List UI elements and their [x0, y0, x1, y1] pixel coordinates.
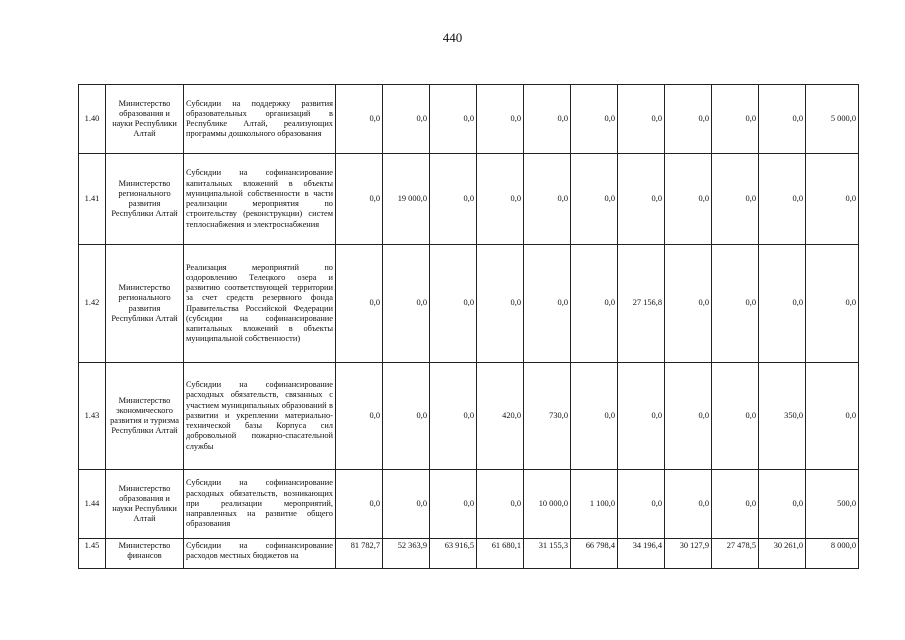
value-cell: 0,0 — [712, 470, 759, 539]
value-cell: 0,0 — [571, 85, 618, 154]
value-cell: 0,0 — [524, 154, 571, 245]
table-body — [79, 85, 859, 569]
value-cell: 0,0 — [430, 154, 477, 245]
value-cell: 0,0 — [759, 470, 806, 539]
organization-cell: Министерство финансов — [106, 539, 184, 569]
value-cell: 0,0 — [759, 245, 806, 363]
table-row — [79, 470, 859, 539]
row-number: 1.45 — [79, 539, 106, 569]
value-cell: 730,0 — [524, 363, 571, 470]
value-cell: 52 363,9 — [383, 539, 430, 569]
row-number: 1.43 — [79, 363, 106, 470]
value-cell: 0,0 — [618, 363, 665, 470]
value-cell: 30 261,0 — [759, 539, 806, 569]
value-cell: 81 782,7 — [336, 539, 383, 569]
value-cell: 1 100,0 — [571, 470, 618, 539]
value-cell: 0,0 — [477, 470, 524, 539]
value-cell: 0,0 — [571, 154, 618, 245]
description-cell: Субсидии на софинансирование капитальных вложений в объекты муниципальной собственности в части реализации мероприятия по строительству (реконструкции) систем теплоснабжения и электроснабжения — [184, 154, 336, 245]
value-cell: 0,0 — [477, 154, 524, 245]
value-cell: 0,0 — [336, 470, 383, 539]
value-cell: 0,0 — [383, 470, 430, 539]
page-number: 440 — [442, 30, 463, 45]
organization-cell: Министерство регионального развития Республики Алтай — [106, 154, 184, 245]
table-row — [79, 85, 859, 154]
table-row — [79, 539, 859, 569]
value-cell: 0,0 — [430, 470, 477, 539]
organization-cell: Министерство образования и науки Республики Алтай — [106, 470, 184, 539]
value-cell: 0,0 — [712, 245, 759, 363]
value-cell: 0,0 — [383, 363, 430, 470]
value-cell: 0,0 — [336, 363, 383, 470]
value-cell: 0,0 — [383, 245, 430, 363]
value-cell: 5 000,0 — [806, 85, 859, 154]
description-cell: Реализация мероприятий по оздоровлению Телецкого озера и развитию соответствующей территории за счет средств резервного фонда Правительства Российской Федерации (субсидии на софинансирование капитальных вложений в объекты муниципальной собственности) — [184, 245, 336, 363]
value-cell: 0,0 — [430, 85, 477, 154]
value-cell: 61 680,1 — [477, 539, 524, 569]
value-cell: 31 155,3 — [524, 539, 571, 569]
value-cell: 0,0 — [430, 363, 477, 470]
value-cell: 0,0 — [806, 245, 859, 363]
value-cell: 34 196,4 — [618, 539, 665, 569]
value-cell: 27 156,8 — [618, 245, 665, 363]
value-cell: 0,0 — [336, 154, 383, 245]
value-cell: 420,0 — [477, 363, 524, 470]
value-cell: 0,0 — [665, 85, 712, 154]
table-row — [79, 154, 859, 245]
value-cell: 0,0 — [477, 245, 524, 363]
value-cell: 0,0 — [712, 363, 759, 470]
value-cell: 0,0 — [383, 85, 430, 154]
table-row — [79, 245, 859, 363]
budget-table — [78, 84, 859, 569]
value-cell: 0,0 — [571, 245, 618, 363]
value-cell: 0,0 — [430, 245, 477, 363]
organization-cell: Министерство образования и науки Республики Алтай — [106, 85, 184, 154]
row-number: 1.44 — [79, 470, 106, 539]
value-cell: 10 000,0 — [524, 470, 571, 539]
value-cell: 500,0 — [806, 470, 859, 539]
value-cell: 0,0 — [618, 154, 665, 245]
value-cell: 0,0 — [712, 85, 759, 154]
value-cell: 0,0 — [665, 363, 712, 470]
description-cell: Субсидии на поддержку развития образовательных организаций в Республике Алтай, реализующих программы дошкольного образования — [184, 85, 336, 154]
value-cell: 350,0 — [759, 363, 806, 470]
value-cell: 0,0 — [759, 85, 806, 154]
description-cell: Субсидии на софинансирование расходных обязательств, связанных с участием муниципальных образований в развитии и укреплении материально-технической базы Корпуса сил добровольной пожарно-спасательной службы — [184, 363, 336, 470]
row-number: 1.41 — [79, 154, 106, 245]
value-cell: 0,0 — [806, 154, 859, 245]
value-cell: 0,0 — [336, 245, 383, 363]
value-cell: 0,0 — [477, 85, 524, 154]
value-cell: 66 798,4 — [571, 539, 618, 569]
value-cell: 8 000,0 — [806, 539, 859, 569]
value-cell: 19 000,0 — [383, 154, 430, 245]
value-cell: 0,0 — [618, 470, 665, 539]
value-cell: 0,0 — [524, 245, 571, 363]
value-cell: 0,0 — [665, 470, 712, 539]
description-cell: Субсидии на софинансирование расходов местных бюджетов на — [184, 539, 336, 569]
value-cell: 0,0 — [759, 154, 806, 245]
value-cell: 0,0 — [571, 363, 618, 470]
table-row — [79, 363, 859, 470]
value-cell: 0,0 — [665, 154, 712, 245]
value-cell: 0,0 — [618, 85, 665, 154]
value-cell: 0,0 — [712, 154, 759, 245]
row-number: 1.42 — [79, 245, 106, 363]
value-cell: 0,0 — [806, 363, 859, 470]
description-cell: Субсидии на софинансирование расходных обязательств, возникающих при реализации мероприятий, направленных на развитие общего образования — [184, 470, 336, 539]
organization-cell: Министерство экономического развития и туризма Республики Алтай — [106, 363, 184, 470]
row-number: 1.40 — [79, 85, 106, 154]
value-cell: 27 478,5 — [712, 539, 759, 569]
value-cell: 0,0 — [524, 85, 571, 154]
value-cell: 0,0 — [665, 245, 712, 363]
value-cell: 63 916,5 — [430, 539, 477, 569]
value-cell: 30 127,9 — [665, 539, 712, 569]
value-cell: 0,0 — [336, 85, 383, 154]
organization-cell: Министерство регионального развития Республики Алтай — [106, 245, 184, 363]
